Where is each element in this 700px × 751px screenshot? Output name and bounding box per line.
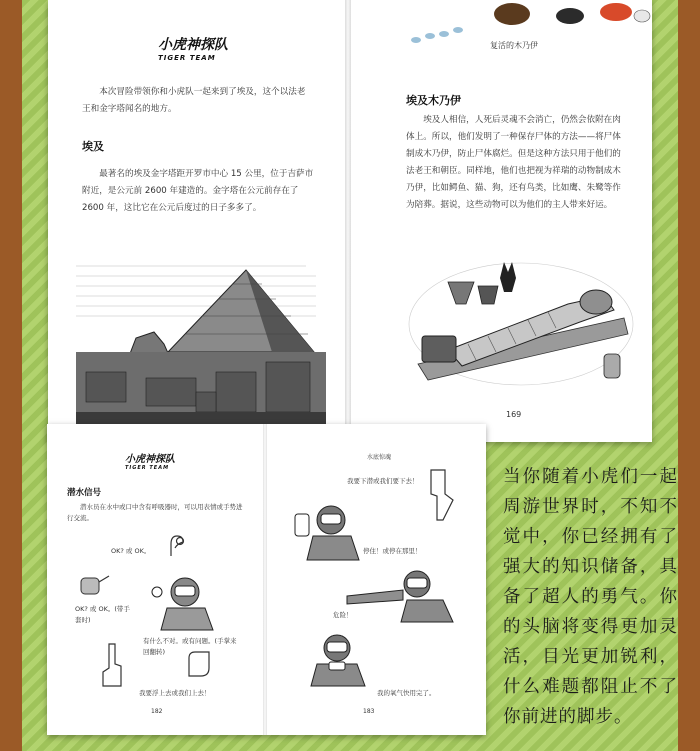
logo-subtitle: TIGER TEAM <box>158 54 216 62</box>
page-number-182: 182 <box>151 708 163 715</box>
signal-label-oxygen: 我的氧气快用完了。 <box>377 689 436 697</box>
intro-paragraph: 本次冒险带领你和小虎队一起来到了埃及，这个以法老王和金字塔闻名的地方。 <box>82 87 306 114</box>
pyramid-sphinx-illustration <box>76 252 326 424</box>
signal-label-ok: OK? 或 OK。 <box>111 547 151 555</box>
ok-hand-icon <box>163 530 191 558</box>
book-spread-top <box>48 0 652 442</box>
book-logo-bottom <box>125 450 175 471</box>
logo-title: 小虎神探队 <box>158 37 228 53</box>
book-spread-bottom <box>47 424 486 735</box>
footprints-decoration <box>408 10 488 50</box>
diving-intro: 潜水员在水中或口中含有呼吸器时，可以用表情或手势进行交流。 <box>67 503 243 522</box>
thumb-up-icon <box>97 642 127 688</box>
signal-label-ok-glove: OK? 或 OK。(带手套时) <box>75 605 130 624</box>
thumb-down-icon <box>419 466 459 524</box>
book-logo <box>158 34 228 62</box>
diver-stop-illustration <box>291 500 367 562</box>
signal-label-down: 我要下潜或我们要下去！ <box>347 477 419 485</box>
promo-caption: 当你随着小虎们一起周游世界时，不知不觉中，你已经拥有了强大的知识储备，具备了超人的勇气。你的头脑将变得更加灵活，目光更加锐利，什么难题都阻止不了你前进的脚步。 <box>503 467 678 727</box>
section-heading-mummy: 埃及木乃伊 <box>406 94 461 107</box>
page-number-169: 169 <box>506 410 522 419</box>
signal-label-danger: 危险！ <box>333 611 353 619</box>
page-number-183: 183 <box>363 708 375 715</box>
running-title-underwater: 水底惊魂 <box>367 454 392 461</box>
diving-signals-heading: 潜水信号 <box>67 488 102 498</box>
mummy-paragraph: 埃及人相信，人死后灵魂不会消亡，仍然会依附在肉体上。所以，他们发明了一种保存尸体的方法——将尸体制成木乃伊，防止尸体腐烂。但是这种方法只用于他们的法老王和朝臣。同样地，他们也把视为祥瑞的动物制成木乃伊，比如鳄鱼、猫、狗，还有鸟类，比如鹰、朱鹭等作为陪葬。据说，这些动物可以为他们的主人带来好运。 <box>406 115 621 210</box>
wood-border-right <box>678 0 700 751</box>
ok-glove-hand-icon <box>77 572 111 600</box>
running-title-mummy: 复活的木乃伊 <box>490 41 538 50</box>
logo-title-bottom: 小虎神探队 <box>125 454 175 465</box>
diver-danger-illustration <box>343 564 463 624</box>
egypt-paragraph: 最著名的埃及金字塔距开罗市中心 15 公里，位于吉萨市附近，是公元前 2600 年建造的。金字塔在公元前存在了 2600 年，这比它在公元后度过的日子多多了。 <box>82 169 314 213</box>
cartoon-characters-top <box>482 0 652 26</box>
section-heading-egypt: 埃及 <box>82 140 104 153</box>
page-right-top <box>348 0 652 442</box>
page-left-top <box>48 0 346 442</box>
wood-border-left <box>0 0 22 751</box>
signal-label-stop: 停住！或停在那里！ <box>363 547 422 555</box>
logo-subtitle-bottom: TIGER TEAM <box>125 465 170 471</box>
mummy-illustration <box>408 262 634 386</box>
diver-ok-illustration <box>151 572 223 632</box>
signal-label-up: 我要浮上去或我们上去！ <box>139 689 211 697</box>
book-gutter-bottom <box>263 424 267 735</box>
diver-oxygen-illustration <box>299 630 375 688</box>
hand-wave-icon <box>183 646 217 680</box>
signal-label-problem: 有什么不对。或有问题。(手掌来回翻转) <box>143 637 237 656</box>
